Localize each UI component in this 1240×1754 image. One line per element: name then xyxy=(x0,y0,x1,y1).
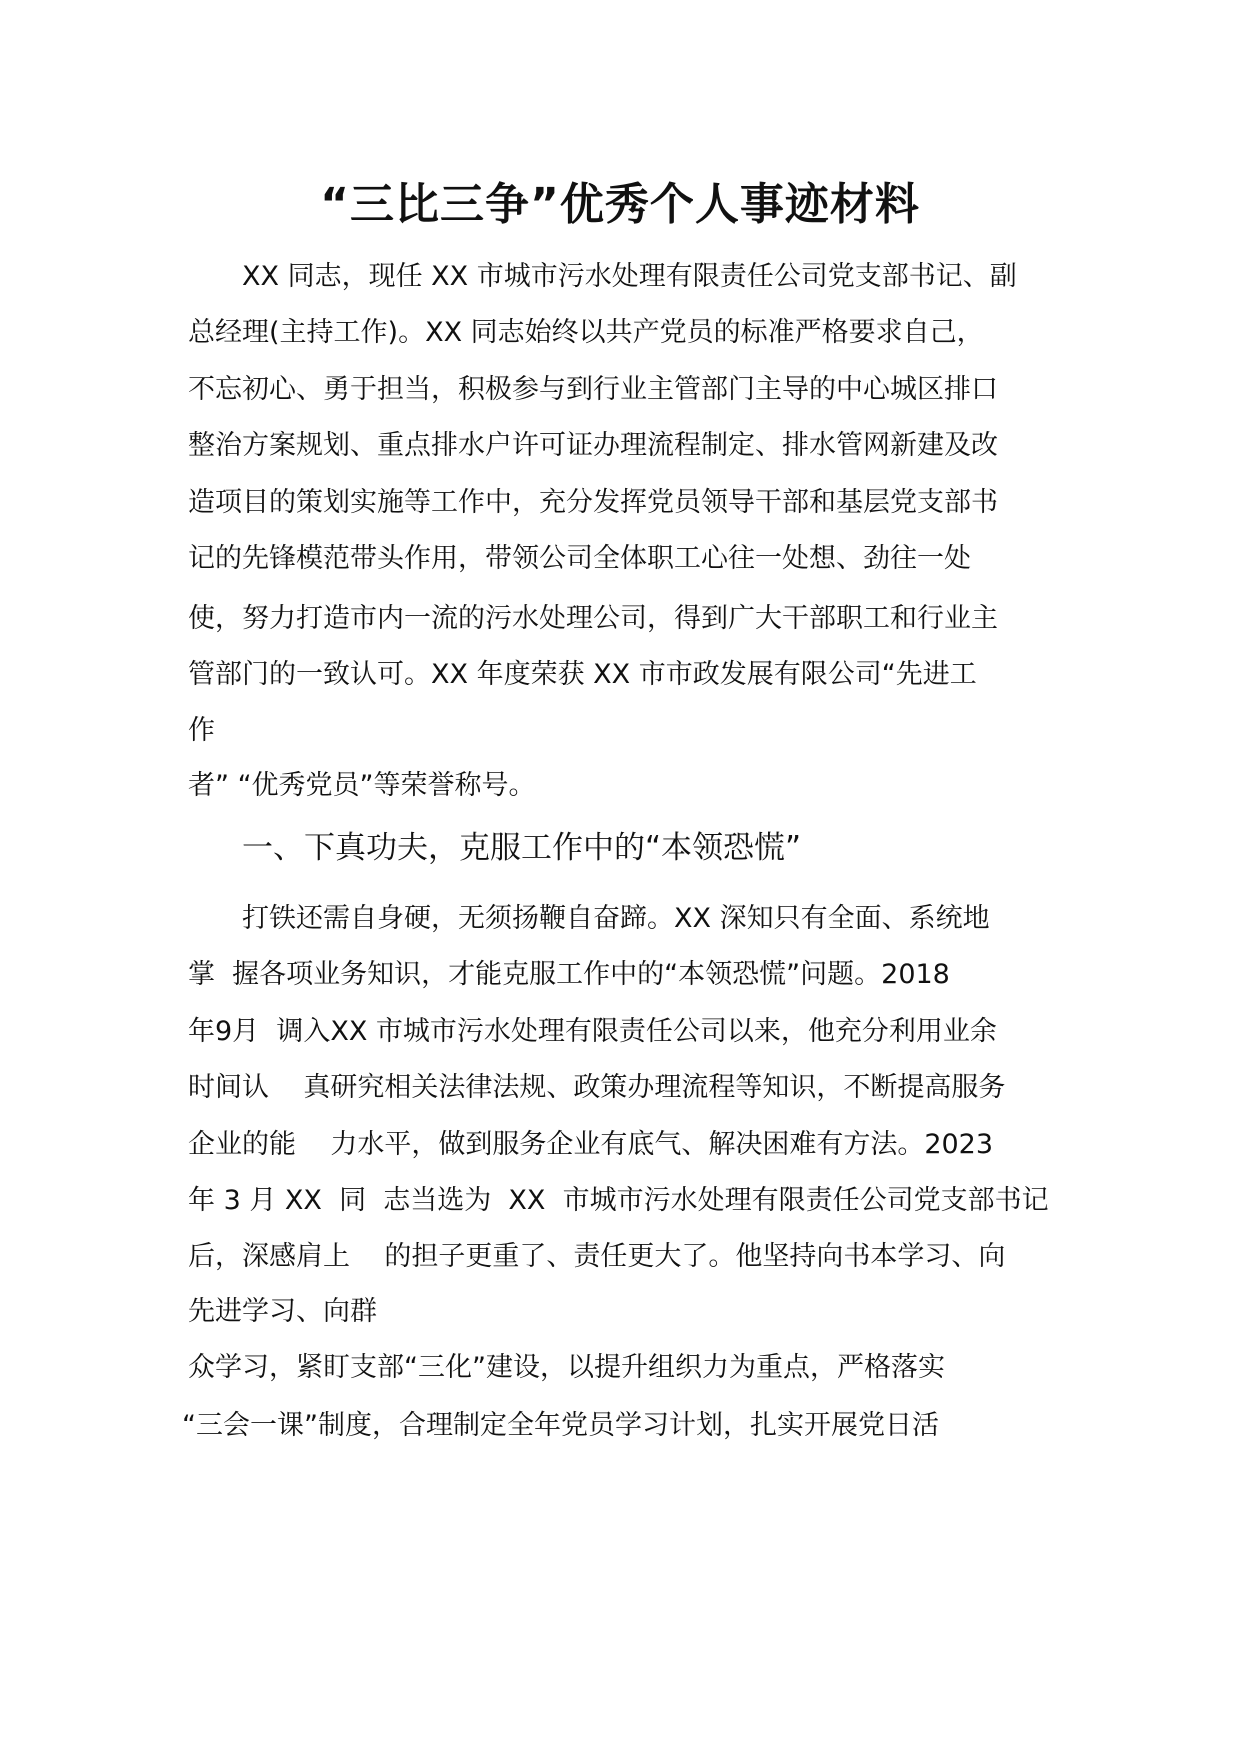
document-title: “三比三争”优秀个人事迹材料 xyxy=(320,179,920,230)
paragraph-line: 整治方案规划、重点排水户许可证办理流程制定、排水管网新建及改 xyxy=(188,430,998,461)
paragraph-line: 使，努力打造市内一流的污水处理公司，得到广大干部职工和行业主 xyxy=(188,603,998,634)
paragraph-line: 作 xyxy=(188,715,215,746)
paragraph-line: 企业的能 力水平，做到服务企业有底气、解决困难有方法。2023 xyxy=(188,1129,994,1160)
paragraph-line: XX 同志，现任 XX 市城市污水处理有限责任公司党支部书记、副 xyxy=(242,261,1017,292)
paragraph-line: 不忘初心、勇于担当，积极参与到行业主管部门主导的中心城区排口 xyxy=(188,374,998,405)
paragraph-line: 掌 握各项业务知识，才能克服工作中的“本领恐慌”问题。2018 xyxy=(188,959,950,990)
paragraph-line: 者” “优秀党员”等荣誉称号。 xyxy=(188,770,536,801)
paragraph-line: 记的先锋模范带头作用，带领公司全体职工心往一处想、劲往一处 xyxy=(188,543,971,574)
paragraph-line: 年9月 调入XX 市城市污水处理有限责任公司以来，他充分利用业余 xyxy=(188,1016,997,1047)
section-heading: 一、下真功夫，克服工作中的“本领恐慌” xyxy=(242,830,802,866)
paragraph-line: 造项目的策划实施等工作中，充分发挥党员领导干部和基层党支部书 xyxy=(188,487,998,518)
paragraph-line: 总经理(主持工作)。XX 同志始终以共产党员的标准严格要求自己， xyxy=(188,317,984,348)
paragraph-line: 众学习，紧盯支部“三化”建设，以提升组织力为重点，严格落实 xyxy=(188,1352,945,1383)
paragraph-line: 年 3 月 XX 同 志当选为 XX 市城市污水处理有限责任公司党支部书记 xyxy=(188,1185,1049,1216)
paragraph-line: “三会一课”制度，合理制定全年党员学习计划，扎实开展党日活 xyxy=(182,1410,939,1441)
paragraph-line: 后，深感肩上 的担子更重了、责任更大了。他坚持向书本学习、向 xyxy=(188,1241,1006,1272)
paragraph-line: 打铁还需自身硬，无须扬鞭自奋蹄。XX 深知只有全面、系统地 xyxy=(242,903,990,934)
paragraph-line: 时间认 真研究相关法律法规、政策办理流程等知识，不断提高服务 xyxy=(188,1072,1006,1103)
paragraph-line: 先进学习、向群 xyxy=(188,1296,377,1327)
paragraph-line: 管部门的一致认可。XX 年度荣获 XX 市市政发展有限公司“先进工 xyxy=(188,659,977,690)
